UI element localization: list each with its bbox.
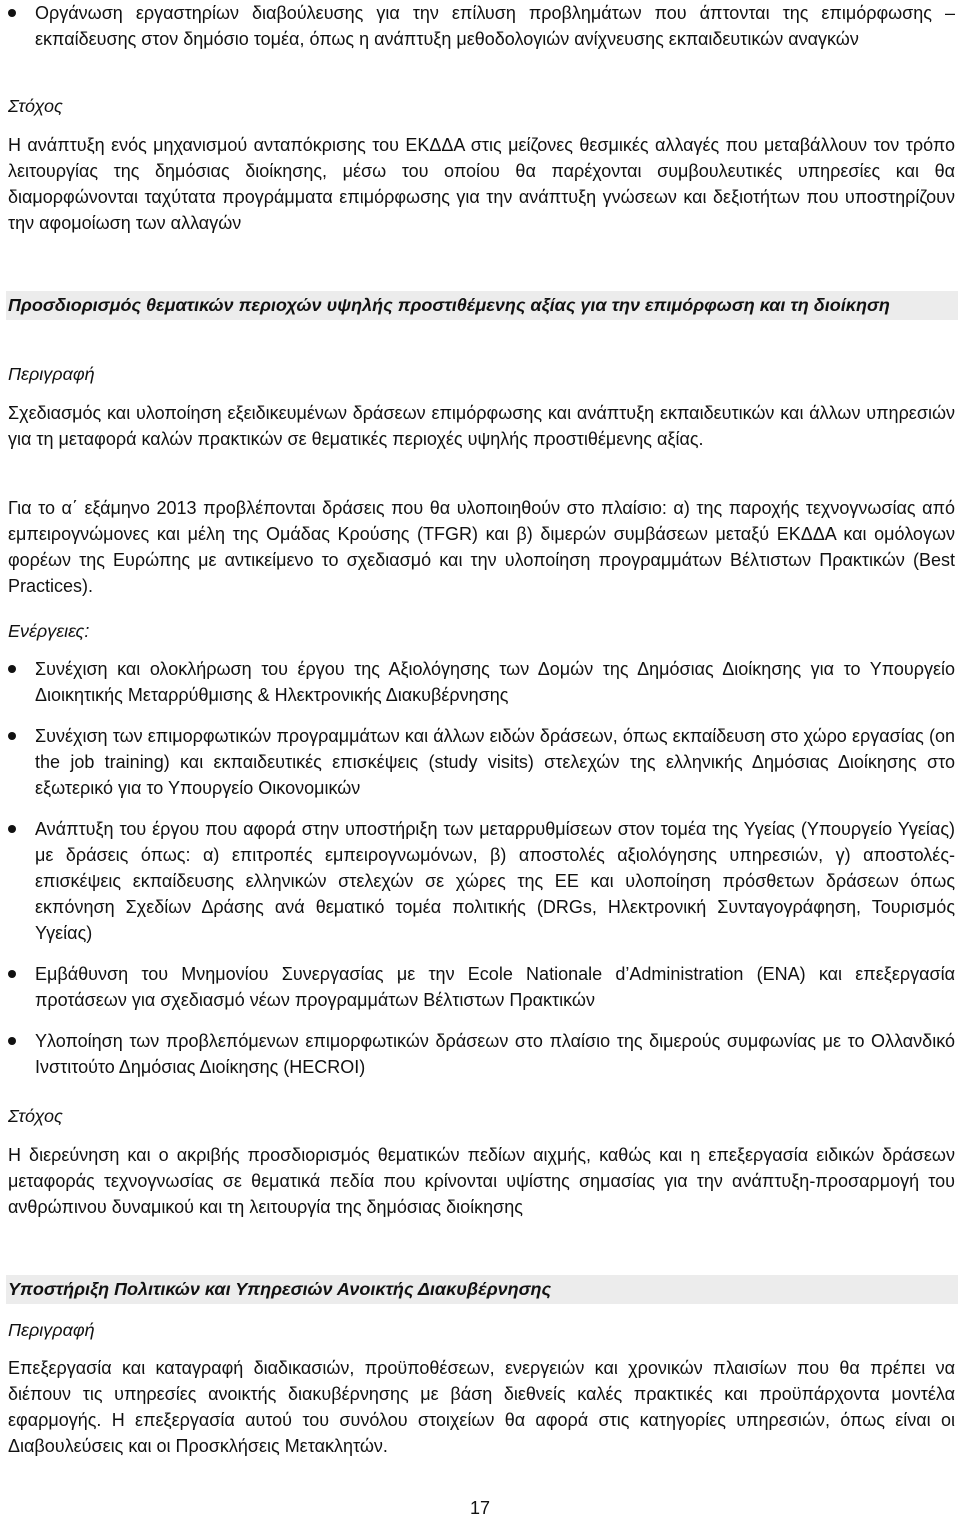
action-text: Εμβάθυνση του Μνημονίου Συνεργασίας με την Ecole Nationale d’Administration (ENA) και επεξεργασία προτάσεων για σχεδιασμό νέων προγραμμάτων Βέλτιστων Πρακτικών	[35, 964, 955, 1010]
action-text: Υλοποίηση των προβλεπόμενων επιμορφωτικών δράσεων στο πλαίσιο της διμερούς συμφωνίας με το Ολλανδικό Ινστιτούτο Δημόσιας Διοίκησης (HECROI)	[35, 1031, 955, 1077]
top-bullet-item	[8, 0, 955, 67]
section-heading: Υποστήριξη Πολιτικών και Υπηρεσιών Ανοικτής Διακυβέρνησης	[6, 1275, 958, 1304]
action-text: Ανάπτυξη του έργου που αφορά στην υποστήριξη των μεταρρυθμίσεων στον τομέα της Υγείας (Υπουργείο Υγείας) με δράσεις όπως: α) επιτροπές εμπειρογνωμόνων, β) αποστολές αξιολόγησης υπηρεσιών, γ) αποστολές-επισκέψεις εκπαίδευσης ελληνικών στελεχών σε χώρες της ΕΕ και υλοποίηση πρόσθετων δράσεων όπως εκπόνηση Σχεδίων Δράσης ανά θεματικό τομέα πολιτικής (DRGs, Ηλεκτρονική Συνταγογράφηση, Τουρισμός Υγείας)	[35, 819, 955, 943]
section2-goal-label-block	[8, 1103, 955, 1129]
list-item	[8, 656, 955, 708]
section3-description-label-block	[8, 1317, 955, 1343]
list-item	[8, 1028, 955, 1080]
bullet-icon	[8, 732, 16, 740]
goal-label: Στόχος	[8, 1106, 63, 1126]
section2-description-block	[8, 400, 955, 452]
paragraph-text: Για το α΄ εξάμηνο 2013 προβλέπονται δράσεις που θα υλοποιηθούν στο πλαίσιο: α) της παροχής τεχνογνωσίας από εμπειρογνώμονες και μέλη της Ομάδας Κρούσης (TFGR) και β) διμερών συμβάσεων μεταξύ ΕΚΔΔΑ και ομόλογων φορέων της Ευρώπης με αντικείμενο το σχεδιασμό και την υλοποίηση προγραμμάτων Βέλτιστων Πρακτικών (Best Practices).	[8, 498, 955, 596]
section-heading: Προσδιορισμός θεματικών περιοχών υψηλής προστιθέμενης αξίας για την επιμόρφωση και τη διοίκηση	[6, 291, 958, 320]
list-item	[8, 961, 955, 1013]
goal-label: Στόχος	[8, 96, 63, 116]
list-item	[8, 723, 955, 801]
bullet-text: Οργάνωση εργαστηρίων διαβούλευσης για την επίλυση προβλημάτων που άπτονται της επιμόρφωσης – εκπαίδευσης στον δημόσιο τομέα, όπως η ανάπτυξη μεθοδολογιών ανίχνευσης εκπαιδευτικών αναγκών	[35, 3, 955, 49]
action-text: Συνέχιση των επιμορφωτικών προγραμμάτων και άλλων ειδών δράσεων, όπως εκπαίδευση στο χώρο εργασίας (on the job training) και εκπαιδευτικές επισκέψεις (study visits) στελεχών της ελληνικής Δημόσιας Διοίκησης στο εξωτερικό για το Υπουργείο Οικονομικών	[35, 726, 955, 798]
section2-paragraph2-block	[8, 495, 955, 599]
bullet-icon	[8, 970, 16, 978]
section2-description-label-block	[8, 361, 955, 387]
section3-description-block	[8, 1355, 955, 1459]
section2-actions-list	[8, 656, 955, 1095]
list-item	[8, 0, 955, 52]
action-text: Συνέχιση και ολοκλήρωση του έργου της Αξιολόγησης των Δομών της Δημόσιας Διοίκησης για το Υπουργείο Διοικητικής Μεταρρύθμισης & Ηλεκτρονικής Διακυβέρνησης	[35, 659, 955, 705]
section2-goal-text-block	[8, 1142, 955, 1220]
section1-goal-text-block	[8, 132, 955, 236]
page-number: 17	[469, 1498, 491, 1518]
description-text: Επεξεργασία και καταγραφή διαδικασιών, προϋποθέσεων, ενεργειών και χρονικών πλαισίων που θα πρέπει να διέπουν τις υπηρεσίες ανοικτής διακυβέρνησης με βάση διεθνείς καλές πρακτικές και προϋπάρχοντα μοντέλα εφαρμογής. Η επεξεργασία αυτού του συνόλου στοιχείων θα αφορά στις κατηγορίες υπηρεσιών, όπως είναι οι Διαβουλεύσεις και οι Προσκλήσεις Μετακλητών.	[8, 1358, 955, 1456]
section1-goal	[8, 93, 955, 119]
description-label: Περιγραφή	[8, 1320, 95, 1340]
section3-heading-band	[6, 1275, 958, 1304]
list-item	[8, 816, 955, 946]
section2-heading-band	[6, 291, 958, 320]
section2-actions-label-block	[8, 618, 955, 644]
description-text: Σχεδιασμός και υλοποίηση εξειδικευμένων δράσεων επιμόρφωσης και ανάπτυξη εκπαιδευτικών και άλλων υπηρεσιών για τη μεταφορά καλών πρακτικών σε θεματικές περιοχές υψηλής προστιθέμενης αξίας.	[8, 403, 955, 449]
bullet-icon	[8, 9, 16, 17]
actions-label: Ενέργειες:	[8, 621, 90, 641]
goal-text: Η ανάπτυξη ενός μηχανισμού ανταπόκρισης του ΕΚΔΔΑ στις μείζονες θεσμικές αλλαγές που μεταβάλλουν τον τρόπο λειτουργίας της δημόσιας διοίκησης, μέσω του οποίου θα παρέχονται συμβουλευτικές υπηρεσίες και θα διαμορφώνονται ταχύτατα προγράμματα επιμόρφωσης για την ανάπτυξη γνώσεων και δεξιοτήτων που υποστηρίζουν την αφομοίωση των αλλαγών	[8, 135, 955, 233]
bullet-icon	[8, 1037, 16, 1045]
bullet-icon	[8, 665, 16, 673]
goal-text: Η διερεύνηση και ο ακριβής προσδιορισμός θεματικών πεδίων αιχμής, καθώς και η επεξεργασία ειδικών δράσεων μεταφοράς τεχνογνωσίας σε θεματικά πεδία που κρίνονται υψίστης σημασίας για την ανάπτυξη-προσαρμογή του ανθρώπινου δυναμικού και τη λειτουργία της δημόσιας διοίκησης	[8, 1145, 955, 1217]
description-label: Περιγραφή	[8, 364, 95, 384]
bullet-icon	[8, 825, 16, 833]
